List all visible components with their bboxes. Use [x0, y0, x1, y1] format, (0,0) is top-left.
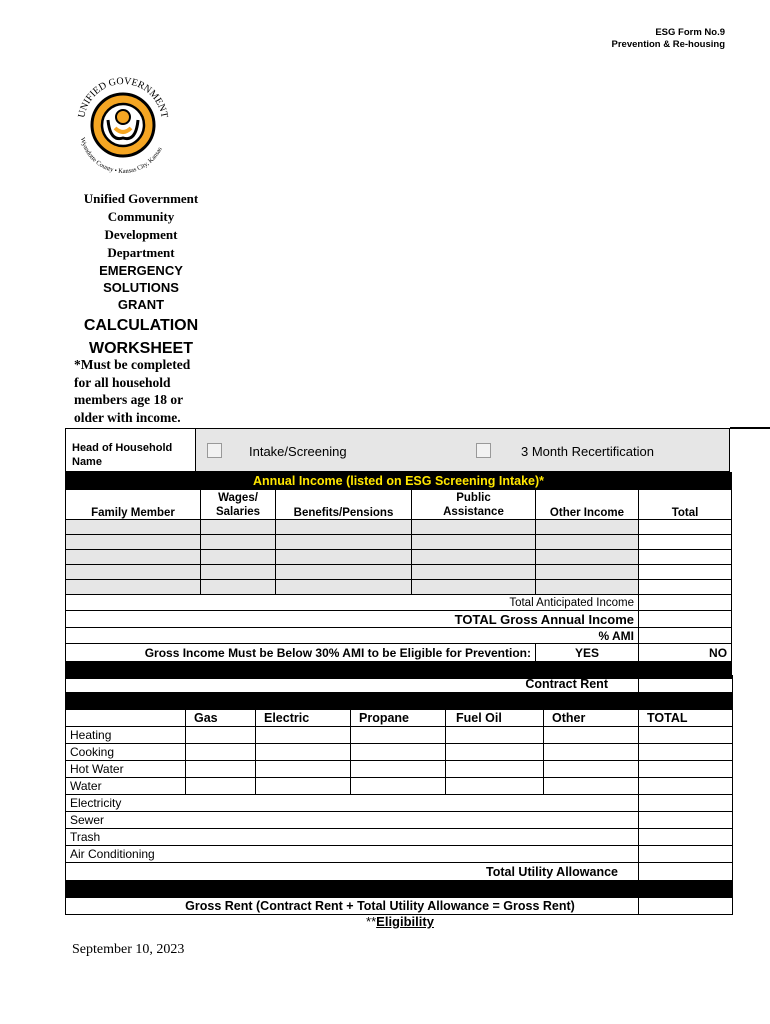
input-cell[interactable]	[544, 744, 639, 761]
intake-screening-label: Intake/Screening	[249, 444, 347, 459]
prevention-eligibility-label: Gross Income Must be Below 30% AMI to be Eligible for Prevention:	[66, 644, 536, 662]
input-cell[interactable]	[536, 550, 639, 565]
black-divider-row	[66, 881, 733, 898]
input-cell[interactable]	[186, 761, 256, 778]
header-row	[65, 428, 730, 472]
input-cell[interactable]	[412, 550, 536, 565]
table-row	[66, 535, 732, 550]
contract-rent-label: Contract Rent	[66, 676, 639, 693]
input-cell[interactable]	[351, 727, 446, 744]
input-cell[interactable]	[201, 550, 276, 565]
input-cell[interactable]	[639, 727, 733, 744]
total-anticipated-income-value[interactable]	[639, 595, 732, 611]
input-cell[interactable]	[201, 535, 276, 550]
head-of-household-cell[interactable]	[66, 429, 196, 471]
col-other-income: Other Income	[536, 490, 639, 520]
input-cell[interactable]	[276, 535, 412, 550]
col-family-member: Family Member	[66, 490, 201, 520]
input-cell[interactable]	[256, 761, 351, 778]
utility-table	[65, 675, 733, 915]
input-cell[interactable]	[639, 812, 733, 829]
input-cell[interactable]	[544, 727, 639, 744]
yes-option[interactable]: YES	[536, 644, 639, 662]
utility-row-label: Air Conditioning	[66, 846, 639, 863]
input-cell[interactable]	[639, 778, 733, 795]
utility-row-label: Cooking	[66, 744, 186, 761]
organization-block	[66, 190, 216, 359]
table-row	[66, 795, 733, 812]
org-line: Development	[104, 227, 178, 242]
utility-row-label: Electricity	[66, 795, 639, 812]
input-cell[interactable]	[186, 744, 256, 761]
head-of-household-label: Head of Household	[72, 442, 173, 454]
input-cell[interactable]	[66, 580, 201, 595]
input-cell[interactable]	[536, 565, 639, 580]
col-public-line: Public	[456, 491, 491, 504]
black-divider-row	[66, 693, 733, 710]
input-cell[interactable]	[639, 795, 733, 812]
input-cell[interactable]	[66, 535, 201, 550]
table-row	[66, 812, 733, 829]
input-cell[interactable]	[201, 565, 276, 580]
program-line: EMERGENCY	[99, 263, 183, 278]
input-cell[interactable]	[66, 520, 201, 535]
total-anticipated-income-label: Total Anticipated Income	[66, 595, 639, 611]
utility-row-label: Water	[66, 778, 186, 795]
corner-cell	[66, 710, 186, 727]
total-utility-allowance-label: Total Utility Allowance	[66, 863, 639, 881]
logo-bottom-text: Wyandotte County • Kansas City, Kansas	[78, 136, 164, 176]
form-number	[612, 27, 725, 51]
document-date: September 10, 2023	[72, 942, 185, 957]
note-line: members age 18 or	[74, 392, 184, 407]
worksheet-title: CALCULATION	[83, 317, 199, 334]
col-public-assistance	[412, 490, 536, 520]
table-row	[66, 761, 733, 778]
eligibility-heading	[0, 914, 770, 929]
input-cell[interactable]	[412, 520, 536, 535]
input-cell[interactable]	[201, 520, 276, 535]
table-row	[66, 727, 733, 744]
input-cell[interactable]	[351, 744, 446, 761]
input-cell[interactable]	[412, 565, 536, 580]
worksheet-title: WORKSHEET	[89, 340, 193, 357]
input-cell[interactable]	[351, 778, 446, 795]
gross-rent-label: Gross Rent (Contract Rent + Total Utility Allowance = Gross Rent)	[66, 898, 639, 915]
input-cell[interactable]	[639, 565, 732, 580]
col-total: TOTAL	[639, 710, 733, 727]
input-cell[interactable]	[639, 829, 733, 846]
col-benefits: Benefits/Pensions	[276, 490, 412, 520]
col-other: Other	[544, 710, 639, 727]
divider	[730, 427, 770, 429]
head-of-household-label: Name	[72, 456, 102, 468]
input-cell[interactable]	[536, 580, 639, 595]
input-cell[interactable]	[276, 565, 412, 580]
input-cell[interactable]	[412, 580, 536, 595]
input-cell[interactable]	[446, 727, 544, 744]
input-cell[interactable]	[544, 778, 639, 795]
input-cell[interactable]	[256, 727, 351, 744]
table-row	[66, 550, 732, 565]
org-line: Community	[107, 209, 175, 224]
input-cell[interactable]	[276, 580, 412, 595]
ami-value[interactable]	[639, 628, 732, 644]
total-gross-income-value[interactable]	[639, 611, 732, 628]
input-cell[interactable]	[256, 744, 351, 761]
utility-row-label: Sewer	[66, 812, 639, 829]
col-public-line: Assistance	[443, 505, 504, 518]
org-line: Department	[107, 245, 175, 260]
input-cell[interactable]	[639, 846, 733, 863]
utility-row-label: Hot Water	[66, 761, 186, 778]
completion-note	[74, 356, 219, 426]
col-electric: Electric	[256, 710, 351, 727]
eligibility-label: Eligibility	[376, 914, 434, 929]
income-table	[65, 472, 732, 679]
col-fuel-oil: Fuel Oil	[446, 710, 544, 727]
table-row	[66, 565, 732, 580]
input-cell[interactable]	[201, 580, 276, 595]
table-row	[66, 744, 733, 761]
col-total: Total	[639, 490, 732, 520]
input-cell[interactable]	[186, 778, 256, 795]
input-cell[interactable]	[66, 565, 201, 580]
input-cell[interactable]	[536, 520, 639, 535]
input-cell[interactable]	[446, 744, 544, 761]
input-cell[interactable]	[276, 550, 412, 565]
intake-screening-checkbox[interactable]	[207, 443, 222, 458]
income-section-title: Annual Income (listed on ESG Screening Intake)*	[66, 473, 732, 490]
input-cell[interactable]	[639, 550, 732, 565]
table-row	[66, 846, 733, 863]
input-cell[interactable]	[639, 520, 732, 535]
total-utility-allowance-value[interactable]	[639, 863, 733, 881]
input-cell[interactable]	[256, 778, 351, 795]
table-row	[66, 580, 732, 595]
eligibility-prefix: **	[366, 914, 377, 929]
total-gross-income-label: TOTAL Gross Annual Income	[66, 611, 639, 628]
note-line: for all household	[74, 374, 171, 390]
input-cell[interactable]	[639, 535, 732, 550]
recertification-label: 3 Month Recertification	[521, 444, 654, 459]
no-option[interactable]: NO	[639, 644, 732, 662]
input-cell[interactable]	[412, 535, 536, 550]
table-row	[66, 520, 732, 535]
form-number-label: ESG Form No.9	[655, 27, 725, 38]
unified-government-logo	[70, 70, 176, 176]
org-line: Unified Government	[83, 191, 199, 206]
ami-label: % AMI	[66, 628, 639, 644]
col-propane: Propane	[351, 710, 446, 727]
input-cell[interactable]	[276, 520, 412, 535]
input-cell[interactable]	[639, 744, 733, 761]
program-line: SOLUTIONS	[103, 280, 179, 295]
input-cell[interactable]	[544, 761, 639, 778]
input-cell[interactable]	[186, 727, 256, 744]
input-cell[interactable]	[639, 580, 732, 595]
col-gas: Gas	[186, 710, 256, 727]
program-line: GRANT	[117, 297, 165, 312]
table-row	[66, 829, 733, 846]
col-wages	[201, 490, 276, 520]
input-cell[interactable]	[536, 535, 639, 550]
utility-row-label: Heating	[66, 727, 186, 744]
input-cell[interactable]	[446, 761, 544, 778]
note-line: older with income.	[74, 409, 181, 425]
input-cell[interactable]	[446, 778, 544, 795]
col-wages-line: Wages/	[218, 491, 258, 504]
logo-top-text: UNIFIED GOVERNMENT	[76, 75, 170, 119]
input-cell[interactable]	[639, 761, 733, 778]
note-line: *Must be completed	[74, 357, 191, 372]
contract-rent-value[interactable]	[639, 676, 733, 693]
gross-rent-value[interactable]	[639, 898, 733, 915]
input-cell[interactable]	[351, 761, 446, 778]
recertification-checkbox[interactable]	[476, 443, 491, 458]
table-row	[66, 778, 733, 795]
col-wages-line: Salaries	[215, 505, 261, 518]
utility-row-label: Trash	[66, 829, 639, 846]
input-cell[interactable]	[66, 550, 201, 565]
form-type-label: Prevention & Re-housing	[611, 39, 725, 50]
